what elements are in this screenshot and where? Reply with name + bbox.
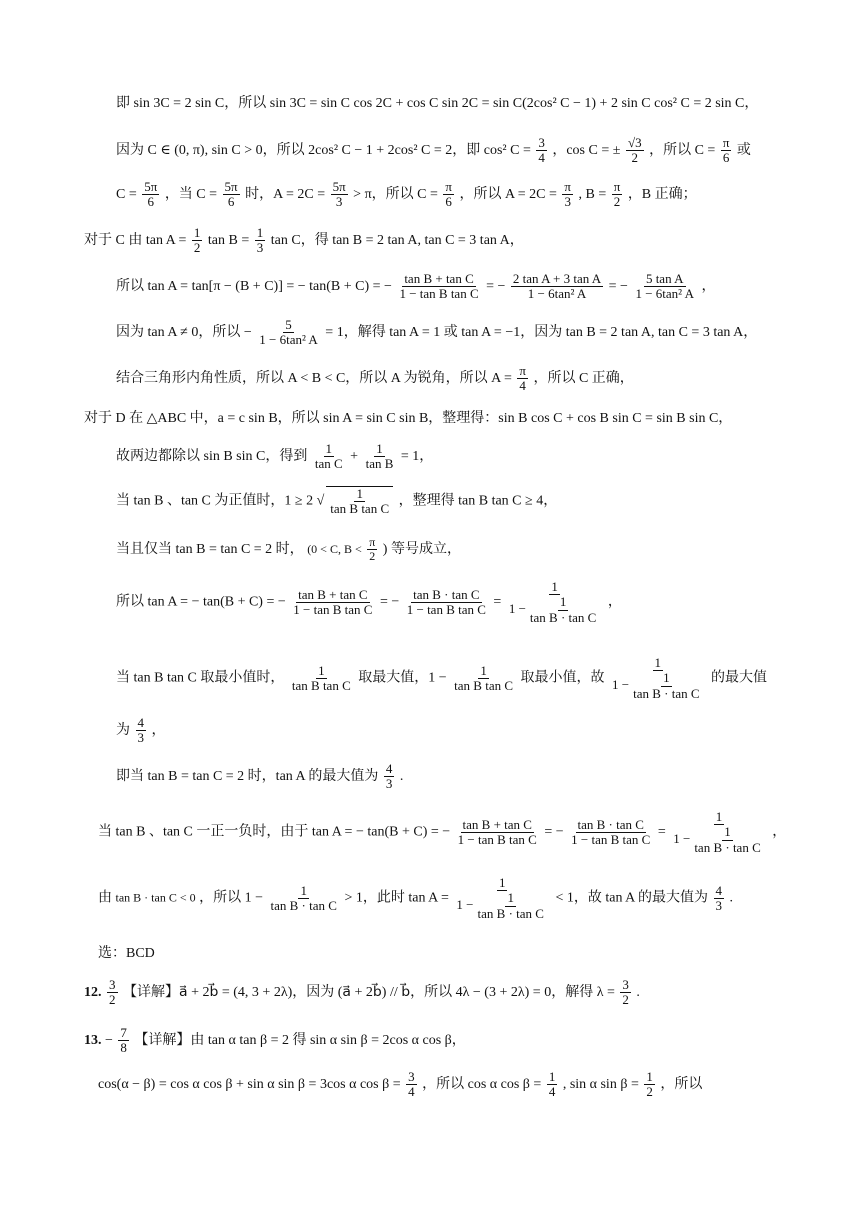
text: = 1， xyxy=(400,449,434,465)
line-1 xyxy=(116,96,758,113)
text: ，cos C = ± xyxy=(552,143,621,159)
text: 即 sin 3C = 2 sin C，所以 sin 3C = sin C cos 2C + cos C sin 2C = sin C(2cos² C − 1) + 2 sin C cos² C = 2 sin C， xyxy=(116,96,759,111)
line-17 xyxy=(98,876,733,921)
text: tan A = − tan(B + C) = − xyxy=(311,824,451,840)
fraction: $\frac{7}{8}$ xyxy=(120,1025,127,1056)
text: ，所以 1 − xyxy=(199,890,263,906)
fraction: $\frac{1}{3}$ xyxy=(256,225,264,256)
line-9 xyxy=(116,442,433,472)
text: 对于 D 在 △ABC 中，a = c sin B，所以 sin A = sin C sin B，整理得：sin B cos C + cos B sin C = sin B sin C， xyxy=(84,411,733,426)
fraction: $\frac{\pi}{2}$ xyxy=(369,535,376,564)
line-6 xyxy=(116,318,757,348)
fraction: $\frac{5}{\text{1 − 6tan² A}}$ xyxy=(259,317,318,348)
text: ， xyxy=(772,824,787,840)
line-3 xyxy=(116,180,697,210)
text: , B = xyxy=(578,187,607,203)
fraction: $\frac{5\pi}{3}$ xyxy=(332,179,346,210)
fraction: $\frac{\pi}{6}$ xyxy=(445,179,452,210)
fraction: $\frac{5\pi}{6}$ xyxy=(144,179,158,210)
fraction: $\frac{4}{3}$ xyxy=(137,715,144,746)
text: ，整理得 tan B tan C ≥ 4， xyxy=(398,493,558,509)
text: ，所以 C = xyxy=(649,143,716,159)
text: 当 tan B 、tan C 为正值时，1 ≥ 2 xyxy=(116,493,314,509)
text: tan B · tan C < 0 xyxy=(115,890,196,905)
line-4 xyxy=(84,226,524,256)
fraction: 1 1 − $\frac{1}{\text{tan B · tan C}}$ xyxy=(612,655,700,701)
fraction: $\frac{1}{\text{tan B · tan C}}$ xyxy=(270,882,337,913)
text: = xyxy=(493,594,502,610)
text: 因为 C ∈ (0, π), sin C > 0，所以 2cos² C − 1 + 2cos² C = 2，即 cos² C = xyxy=(116,143,531,159)
line-16 xyxy=(98,810,786,855)
fraction: $\frac{1}{\text{tan B tan C}}$ xyxy=(454,662,514,693)
text: 所以 xyxy=(116,594,144,610)
line-15 xyxy=(116,762,403,792)
fraction: $\frac{\text{tan B + tan C}}{\text{1 − tan B tan C}}$ xyxy=(293,586,373,617)
line-2 xyxy=(116,136,751,166)
text: 由 xyxy=(98,890,112,906)
text: tan A = xyxy=(408,890,449,906)
text: = xyxy=(657,824,666,840)
line-8 xyxy=(84,411,732,428)
text: = − xyxy=(486,279,506,295)
text: ，所以 A = 2C = xyxy=(459,187,557,203)
fraction: $\frac{1}{\text{tan B tan C}}$ xyxy=(291,662,351,693)
text: = 1，解得 tan A = 1 或 tan A = −1，因为 tan B = 2 tan A, tan C = 3 tan A， xyxy=(325,325,758,341)
fraction: $\frac{√3}{2}$ xyxy=(627,135,642,166)
text: . xyxy=(729,890,734,906)
fraction: $\frac{\pi}{4}$ xyxy=(519,363,526,394)
text: − xyxy=(105,1033,113,1049)
line-18 xyxy=(98,946,155,963)
text: , sin α sin β = xyxy=(562,1077,639,1093)
fraction: $\frac{\text{2 tan A + 3 tan A}}{\text{1 − 6tan² A}}$ xyxy=(512,271,602,302)
fraction: $\frac{1}{\text{tan B · tan C}}$ xyxy=(694,824,761,855)
fraction: 1 1 − $\frac{1}{\text{tan B · tan C}}$ xyxy=(508,579,597,625)
line-14 xyxy=(116,716,166,746)
text: 因为 tan A ≠ 0，所以 − xyxy=(116,325,252,341)
fraction: $\frac{3}{4}$ xyxy=(408,1069,415,1100)
text: tan A = − tan(B + C) = − xyxy=(147,594,286,610)
text: . xyxy=(399,769,404,785)
line-11 xyxy=(116,536,461,563)
fraction: $\frac{\text{tan B · tan C}}{\text{1 − tan B tan C}}$ xyxy=(406,586,486,617)
fraction: $\frac{3}{2}$ xyxy=(622,977,629,1008)
text: = − xyxy=(608,279,628,295)
line-21 xyxy=(98,1070,702,1100)
text: 对于 C 由 tan A = xyxy=(84,233,187,249)
text: > π，所以 C = xyxy=(353,187,438,203)
text: 或 xyxy=(736,143,751,159)
fraction: $\frac{1}{2}$ xyxy=(646,1069,653,1100)
text: cos(α − β) = cos α cos β + sin α sin β = 3cos α cos β = xyxy=(98,1077,401,1093)
text: 当 tan B tan C 取最小值时， xyxy=(116,670,285,686)
line-12 xyxy=(116,580,622,625)
text: ， xyxy=(701,279,716,295)
text: 【详解】a⃗ + 2b⃗ = (4, 3 + 2λ)，因为 (a⃗ + 2b⃗) // b⃗，所以 4λ − (3 + 2λ) = 0，解得 λ = xyxy=(123,985,615,1001)
text: 取最小值，故 xyxy=(520,670,605,686)
text: 结合三角形内角性质，所以 A < B < C，所以 A 为锐角，所以 A = xyxy=(116,371,512,387)
text: . xyxy=(636,985,640,1001)
sqrt-icon: √ xyxy=(316,493,325,509)
fraction: $\frac{1}{\text{tan C}}$ xyxy=(314,441,343,472)
text: 即当 tan B = tan C = 2 时，tan A 的最大值为 xyxy=(116,769,379,785)
text: 当且仅当 tan B = tan C = 2 时， xyxy=(116,541,304,557)
text: + xyxy=(350,449,359,465)
text: (0 < C, B < xyxy=(307,541,362,556)
fraction: $\frac{3}{2}$ xyxy=(109,977,116,1008)
line-19 xyxy=(84,978,640,1008)
text: 的最大值 xyxy=(711,670,768,686)
fraction: $\frac{1}{\text{tan B · tan C}}$ xyxy=(633,670,700,701)
question-number: 13. xyxy=(84,1033,102,1049)
text: 取最大值，1 − xyxy=(358,670,447,686)
fraction: $\frac{\text{tan B · tan C}}{\text{1 − tan B tan C}}$ xyxy=(571,816,651,847)
text: tan C，得 tan B = 2 tan A, tan C = 3 tan A， xyxy=(270,233,524,249)
fraction: $\frac{1}{\text{tan B tan C}}$ xyxy=(326,486,393,517)
fraction: 1 1 − $\frac{1}{\text{tan B · tan C}}$ xyxy=(456,875,544,921)
line-10 xyxy=(116,486,557,517)
line-5 xyxy=(116,272,716,302)
fraction: $\frac{1}{2}$ xyxy=(193,225,201,256)
text: ，B 正确； xyxy=(627,187,697,203)
fraction: $\frac{5\pi}{6}$ xyxy=(224,179,238,210)
text: 【详解】由 tan α tan β = 2 得 sin α sin β = 2cos α cos β， xyxy=(134,1033,466,1049)
fraction: $\frac{\pi}{3}$ xyxy=(564,179,571,210)
fraction: $\frac{\pi}{2}$ xyxy=(613,179,621,210)
text: = − xyxy=(379,594,400,610)
line-13 xyxy=(116,656,767,701)
fraction: $\frac{1}{\text{tan B · tan C}}$ xyxy=(529,594,597,625)
text: ，所以 cos α cos β = xyxy=(422,1077,542,1093)
line-20 xyxy=(84,1026,466,1056)
text: C = xyxy=(116,187,137,203)
text: > 1，此时 xyxy=(344,890,405,906)
text: ， xyxy=(151,723,166,739)
fraction: $\frac{4}{3}$ xyxy=(385,761,393,792)
fraction: $\frac{\text{tan B + tan C}}{\text{1 − tan B tan C}}$ xyxy=(399,271,479,302)
fraction: $\frac{3}{4}$ xyxy=(538,135,545,166)
text: = − xyxy=(544,824,564,840)
text: ) 等号成立， xyxy=(382,541,461,557)
fraction: $\frac{\text{tan B + tan C}}{\text{1 − tan B tan C}}$ xyxy=(457,816,537,847)
line-7 xyxy=(116,364,634,394)
fraction: $\frac{1}{\text{tan B · tan C}}$ xyxy=(477,890,544,921)
text: 所以 tan A = tan[π − (B + C)] = − tan(B + C) = − xyxy=(116,279,392,295)
text: ， xyxy=(607,594,622,610)
text: 时，A = 2C = xyxy=(245,187,326,203)
fraction: $\frac{\pi}{6}$ xyxy=(722,135,730,166)
fraction: $\frac{4}{3}$ xyxy=(715,882,723,913)
text: ，所以 xyxy=(660,1077,703,1093)
text: 为 xyxy=(116,723,130,739)
text: ，所以 C 正确， xyxy=(533,371,634,387)
text: 选：BCD xyxy=(98,946,155,961)
question-number: 12. xyxy=(84,985,102,1001)
text: < 1，故 tan A 的最大值为 xyxy=(555,890,709,906)
fraction: $\frac{1}{4}$ xyxy=(548,1069,556,1100)
fraction: $\frac{1}{\text{tan B}}$ xyxy=(365,441,394,472)
text: ，当 C = xyxy=(164,187,218,203)
fraction: $\frac{\text{5 tan A}}{\text{1 − 6tan² A}}$ xyxy=(635,271,694,302)
text: 故两边都除以 sin B sin C，得到 xyxy=(116,449,308,465)
fraction: 1 1 − $\frac{1}{\text{tan B · tan C}}$ xyxy=(673,809,761,855)
text: tan B = xyxy=(207,233,250,249)
text: 当 tan B 、tan C 一正一负时，由于 xyxy=(98,824,309,840)
